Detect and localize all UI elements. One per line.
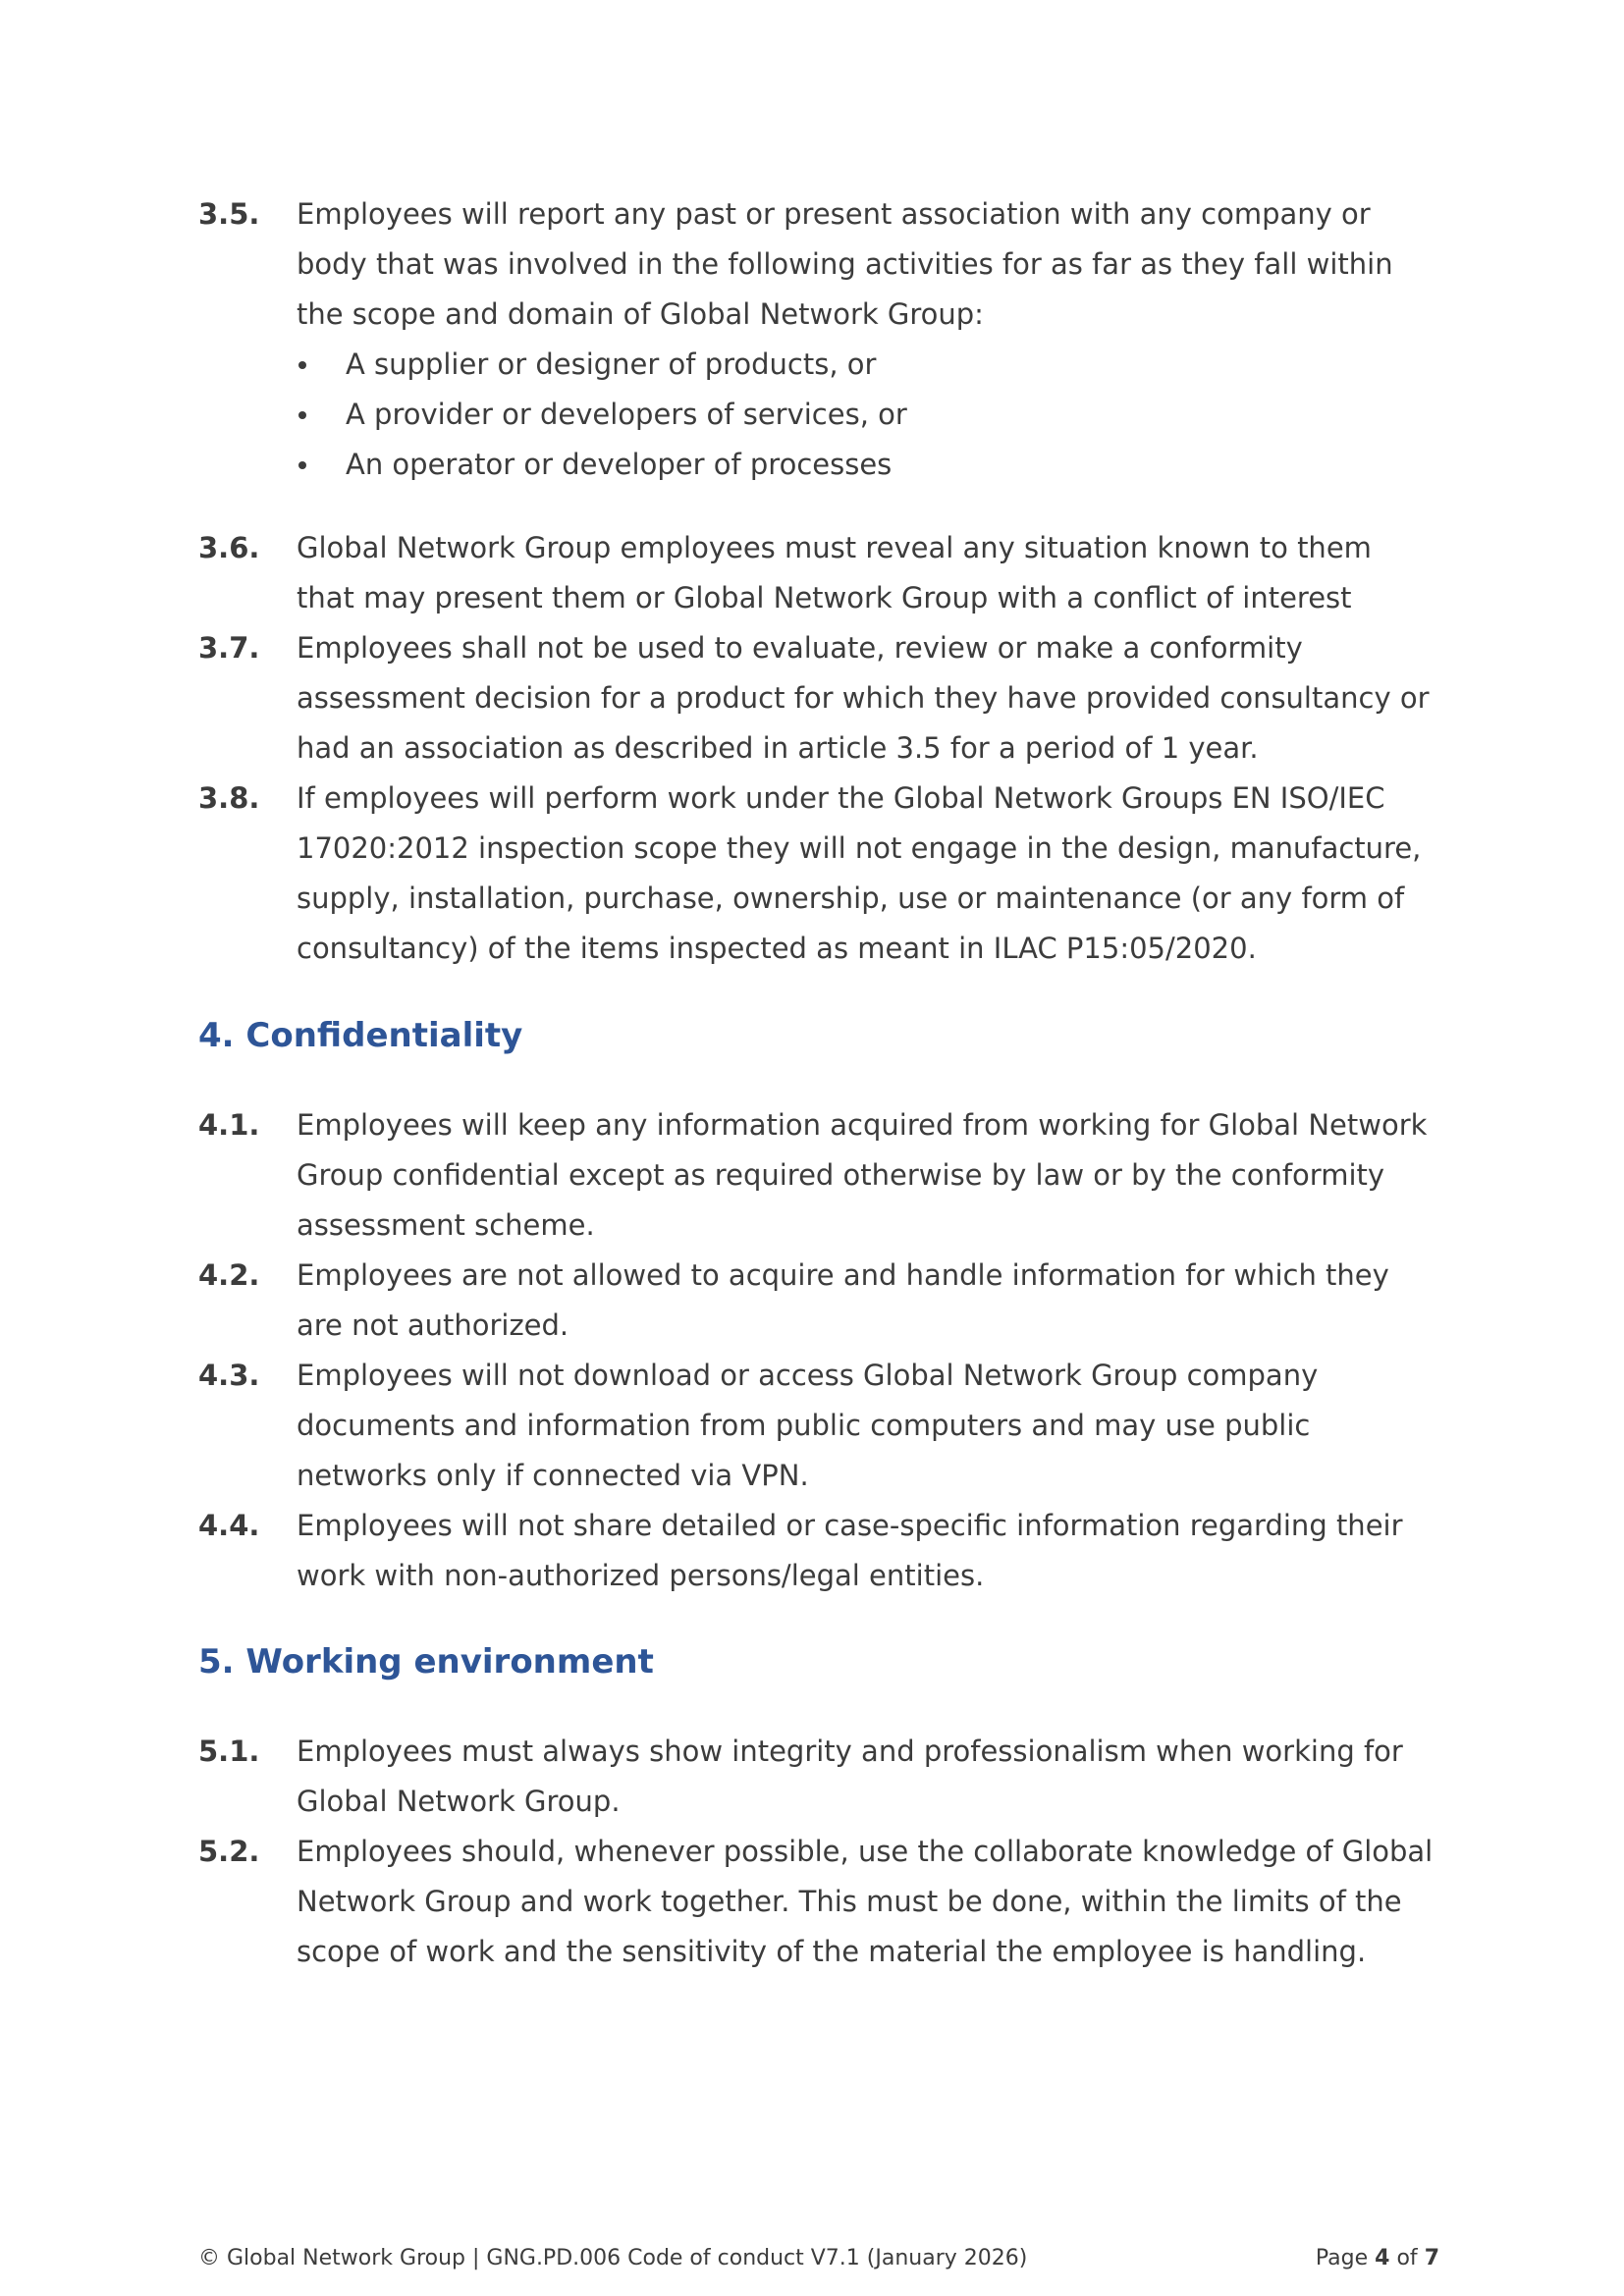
section-heading-working-environment: 5. Working environment: [198, 1642, 654, 1682]
clause-text: Employees will not share detailed or case-specific information regarding their work with non-authorized persons/legal entities.: [297, 1509, 1403, 1592]
clause-4-4: [198, 1501, 1475, 1601]
bullet-item: An operator or developer of processes: [297, 440, 1475, 490]
clause-text: Employees will not download or access Global Network Group company documents and information from public computers and may use public networks only if connected via VPN.: [297, 1359, 1319, 1492]
bullet-list: [297, 340, 1475, 490]
clause-number: 3.6.: [198, 531, 260, 564]
clause-3-8: [198, 774, 1475, 974]
clause-4-1: [198, 1100, 1475, 1251]
clause-text: Employees will keep any information acquired from working for Global Network Group confidential except as required otherwise by law or by the conformity assessment scheme.: [297, 1108, 1428, 1242]
footer-copyright: © Global Network Group | GNG.PD.006 Code of conduct V7.1 (January 2026): [198, 2246, 1028, 2270]
clause-3-7: [198, 623, 1475, 774]
section-heading-confidentiality: 4. Confidentiality: [198, 1016, 523, 1055]
clause-text: Employees shall not be used to evaluate, review or make a conformity assessment decision for a product for which they have provided consultancy or had an association as described in article 3.5 for a period of 1 year.: [297, 631, 1430, 765]
clause-text: Employees should, whenever possible, use the collaborate knowledge of Global Network Group and work together. This must be done, within the limits of the scope of work and the sensitivity of the material the employee is handling.: [297, 1835, 1434, 1968]
clause-text: Employees will report any past or present association with any company or body that was involved in the following activities for as far as they fall within the scope and domain of Global Network Group:: [297, 197, 1393, 331]
clause-4-2: [198, 1251, 1475, 1351]
clause-number: 4.4.: [198, 1509, 260, 1542]
page-footer: [198, 2244, 1439, 2273]
clause-number: 4.2.: [198, 1258, 260, 1292]
clause-number: 5.1.: [198, 1735, 260, 1768]
bullet-icon: [298, 361, 306, 369]
clause-4-3: [198, 1351, 1475, 1501]
clause-3-5: [198, 189, 1475, 490]
clause-text: Employees are not allowed to acquire and handle information for which they are not authorized.: [297, 1258, 1389, 1342]
clause-number: 3.8.: [198, 781, 260, 815]
bullet-icon: [298, 461, 306, 469]
clause-5-2: [198, 1827, 1475, 1977]
page-number: Page 4 of 7: [1315, 2246, 1439, 2270]
clause-number: 4.1.: [198, 1108, 260, 1142]
clause-text: If employees will perform work under the Global Network Groups EN ISO/IEC 17020:2012 inspection scope they will not engage in the design, manufacture, supply, installation, purchase, ownership, use or maintenance (or any form of consultancy) of the items inspected as meant in ILAC P15:05/2020.: [297, 781, 1422, 965]
bullet-item: A supplier or designer of products, or: [297, 340, 1475, 390]
clause-number: 3.5.: [198, 197, 260, 231]
clause-text: Global Network Group employees must reveal any situation known to them that may present them or Global Network Group with a conflict of interest: [297, 531, 1372, 614]
bullet-icon: [298, 411, 306, 419]
clause-number: 4.3.: [198, 1359, 260, 1392]
clause-5-1: [198, 1727, 1475, 1827]
clause-number: 3.7.: [198, 631, 260, 665]
bullet-item: A provider or developers of services, or: [297, 390, 1475, 440]
clause-number: 5.2.: [198, 1835, 260, 1868]
clause-3-6: [198, 523, 1475, 623]
clause-text: Employees must always show integrity and professionalism when working for Global Network Group.: [297, 1735, 1403, 1818]
